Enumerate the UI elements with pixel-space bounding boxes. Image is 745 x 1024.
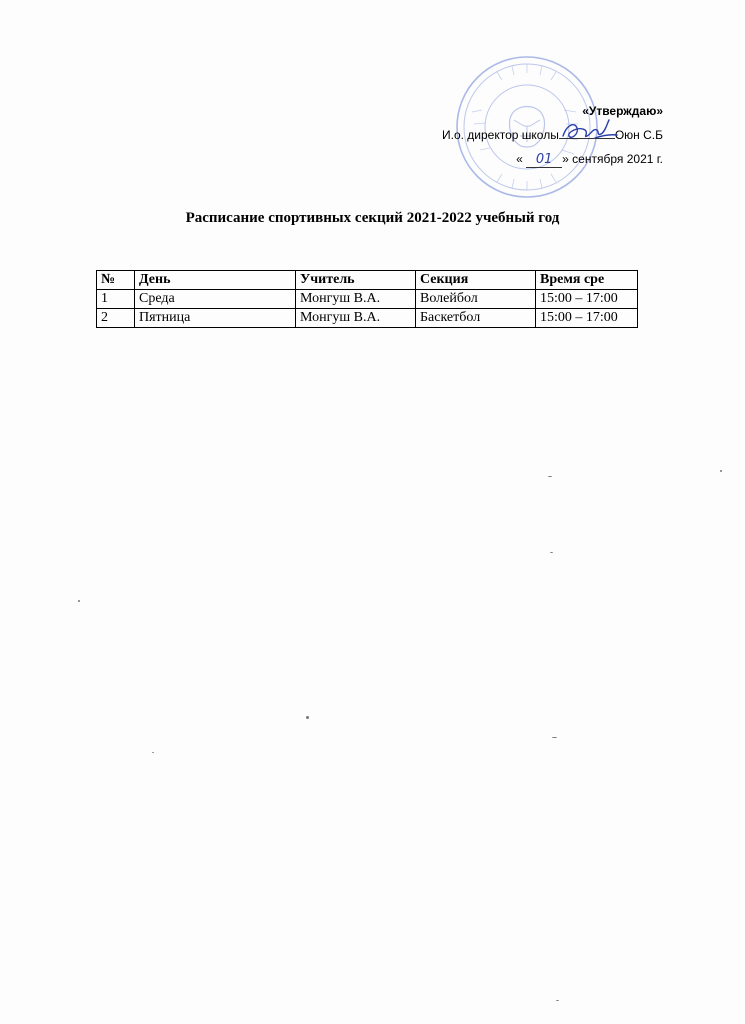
handwritten-signature (559, 116, 619, 146)
cell-section: Баскетбол (416, 309, 536, 328)
scan-speck (78, 600, 80, 602)
table-header-row (97, 271, 638, 290)
director-prefix: И.о. директор школы (441, 128, 559, 142)
table-row (97, 309, 638, 328)
cell-teacher: Монгуш В.А. (296, 290, 416, 309)
cell-number: 1 (97, 290, 135, 309)
approval-date-line (442, 147, 663, 171)
scan-speck (152, 752, 154, 753)
header-time: Время сре (536, 271, 638, 290)
cell-day: Пятница (135, 309, 296, 328)
director-name: Оюн С.Б (614, 128, 663, 142)
schedule-table (96, 270, 638, 328)
header-teacher: Учитель (296, 271, 416, 290)
cell-time: 15:00 – 17:00 (536, 290, 638, 309)
scan-speck (548, 476, 552, 477)
date-rest: » сентября 2021 г. (562, 152, 663, 166)
scan-speck (556, 1000, 559, 1001)
document-title: Расписание спортивных секций 2021-2022 учебный год (185, 210, 560, 226)
date-day-handwritten: 01 (526, 153, 562, 168)
header-section: Секция (416, 271, 536, 290)
scan-speck (552, 737, 557, 738)
signature-line (559, 126, 615, 139)
scan-speck (306, 716, 309, 719)
cell-day: Среда (135, 290, 296, 309)
cell-section: Волейбол (416, 290, 536, 309)
table-row (97, 290, 638, 309)
cell-number: 2 (97, 309, 135, 328)
approval-director-line (442, 123, 663, 147)
cell-teacher: Монгуш В.А. (296, 309, 416, 328)
approval-block (442, 99, 663, 171)
cell-time: 15:00 – 17:00 (536, 309, 638, 328)
date-open-quote: « (516, 152, 523, 166)
header-day: День (135, 271, 296, 290)
scan-speck (720, 470, 722, 472)
scan-speck (550, 552, 553, 553)
header-number: № (97, 271, 135, 290)
approval-title: «Утверждаю» (582, 104, 663, 118)
